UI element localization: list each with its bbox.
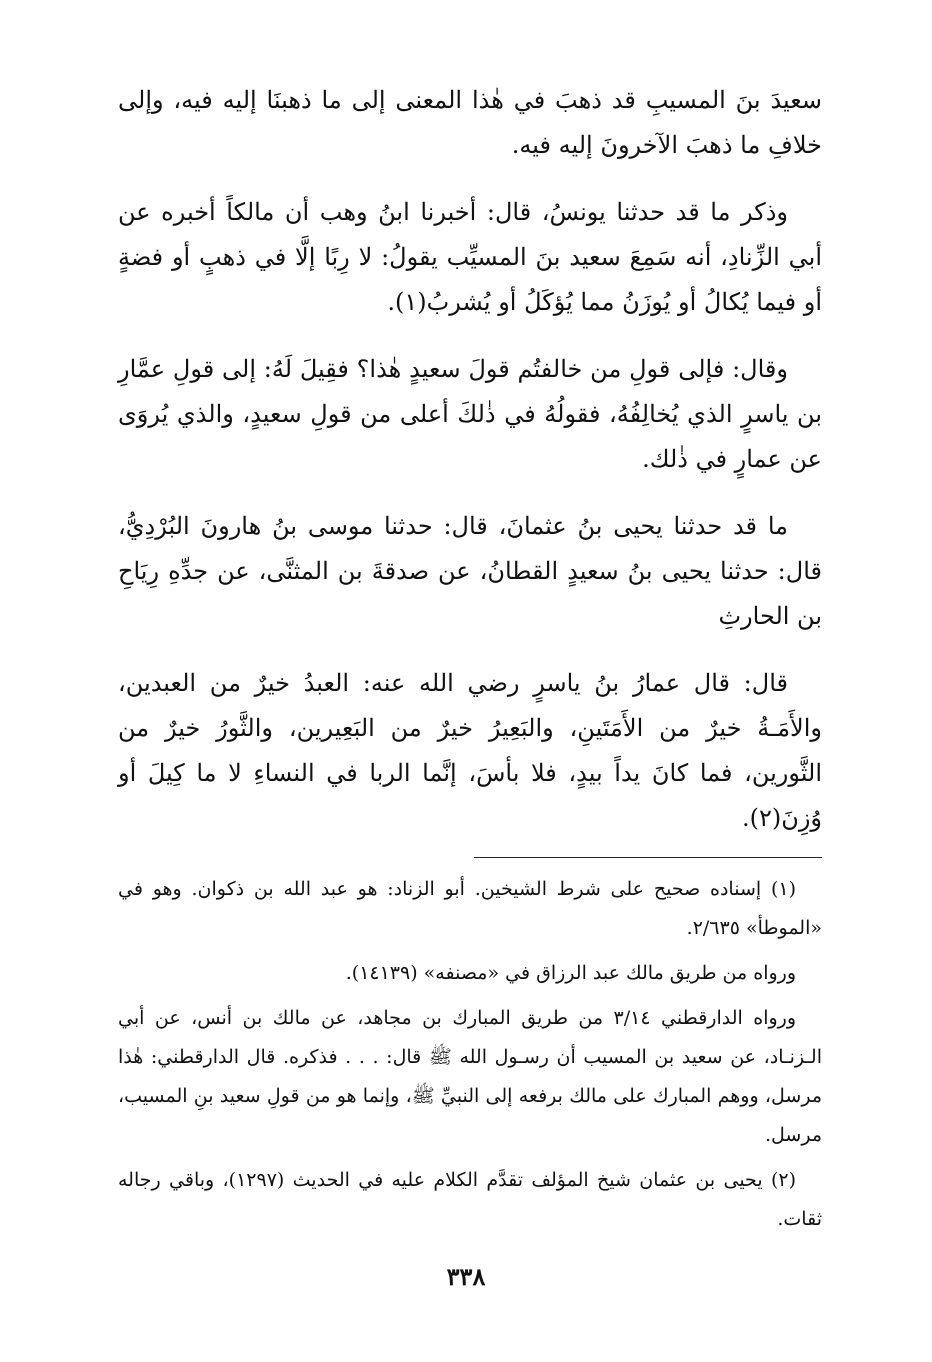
footnote-2: (٢) يحيى بن عثمان شيخ المؤلف تقدَّم الكلام عليه في الحديث (١٢٩٧)، وباقي رجاله ثقات. [118, 1169, 822, 1230]
footnote-1-cont-b: ورواه الدارقطني ٣/١٤ من طريق المبارك بن مجاهد، عن مالك بن أنس، عن أبي الـزنـاد، عن سعيد بن المسيب أن رسـول الله ﷺ قال: . . . فذكره. قال الدارقطني: هٰذا مرسل، ووهم المبارك على مالك برفعه إلى النبيِّ ﷺ، وإنما هو من قولِ سعيد بنِ المسيب، مرسل. [118, 1007, 822, 1146]
footnote-1: (١) إسناده صحيح على شرط الشيخين. أبو الزناد: هو عبد الله بن ذكوان. وهو في «الموطأ» ٢/٦٣٥. [118, 878, 822, 939]
paragraph-1: سعيدَ بنَ المسيبِ قد ذهبَ في هٰذا المعنى إلى ما ذهبنَا إليه فيه، وإلى خلافِ ما ذهبَ الآخرونَ إليه فيه. [118, 86, 822, 159]
footnotes [118, 870, 822, 1245]
paragraph-4: ما قد حدثنا يحيى بنُ عثمانَ، قال: حدثنا موسى بنُ هارونَ البُرْدِيُّ، قال: حدثنا يحيى بنُ سعيدٍ القطانُ، عن صدقةَ بن المثنَّى، عن جدِّهِ رِيَاحِ بن الحارثِ [118, 512, 822, 630]
page-number: ٣٣٨ [446, 1262, 486, 1291]
paragraph-3: وقال: فإلى قولِ من خالفتُم قولَ سعيدٍ هٰذا؟ فقِيلَ لَهُ: إلى قولِ عمَّارِ بن ياسرٍ الذي يُخالِفُهُ، فقولُهُ في ذٰلكَ أعلى من قولِ سعيدٍ، والذي يُروَى عن عمارٍ في ذٰلك. [118, 355, 822, 473]
paragraph-5: قال: قال عمارُ بنُ ياسرٍ رضي الله عنه: العبدُ خيرٌ من العبدين، والأَمَـةُ خيرٌ من الأَمَتَينِ، والبَعِيرُ خيرٌ من البَعِيرين، والثَّورُ خيرٌ من الثَّورين، فما كانَ يداً بيدٍ، فلا بأسَ، إنَّما الربا في النساءِ لا ما كِيلَ أو وُزِنَ(٢). [118, 669, 822, 832]
footnote-1-cont-a: ورواه من طريق مالك عبد الرزاق في «مصنفه» (١٤١٣٩). [345, 962, 796, 984]
paragraph-2: وذكر ما قد حدثنا يونسُ، قال: أخبرنا ابنُ وهب أن مالكاً أخبره عن أبي الزِّنادِ، أنه سَمِعَ سعيد بنَ المسيِّب يقولُ: لا رِبًا إلَّا في ذهبٍ أو فضةٍ أو فيما يُكالُ أو يُوزَنُ مما يُؤكَلُ أو يُشربُ(١). [118, 198, 822, 316]
main-text [118, 78, 822, 863]
footnote-separator [474, 857, 822, 858]
